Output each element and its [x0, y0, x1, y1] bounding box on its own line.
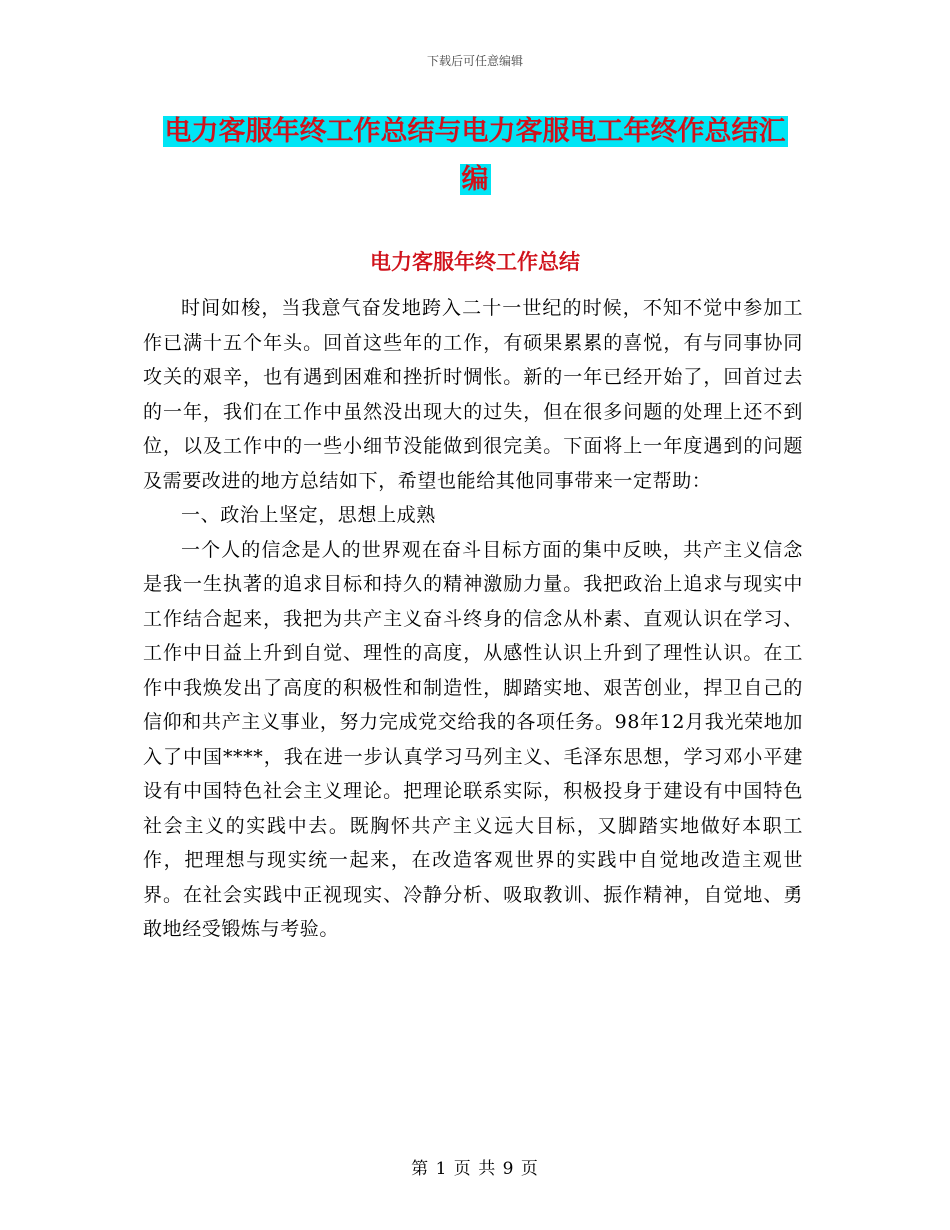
body-text [143, 291, 803, 947]
header-note: 下载后可任意编辑 [426, 54, 523, 68]
document-title [140, 108, 810, 204]
paragraph-intro: 时间如梭，当我意气奋发地跨入二十一世纪的时候，不知不觉中参加工作已满十五个年头。回首这些年的工作，有硕果累累的喜悦，有与同事协同攻关的艰辛，也有遇到困难和挫折时惆怅。新的一年已经开始了，回首过去的一年，我们在工作中虽然没出现大的过失，但在很多问题的处理上还不到位，以及工作中的一些小细节没能做到很完美。下面将上一年度遇到的问题及需要改进的地方总结如下，希望也能给其他同事带来一定帮助： [143, 297, 803, 492]
section-title: 电力客服年终工作总结 [370, 250, 580, 274]
paragraph-heading: 一、政治上坚定，思想上成熟 [181, 504, 436, 526]
document-title-line-2: 编 [461, 164, 489, 195]
page-number-footer: 第 1 页 共 9 页 [411, 1159, 539, 1179]
document-title-line-1: 电力客服年终工作总结与电力客服电工年终作总结汇 [164, 116, 786, 147]
paragraph-body: 一个人的信念是人的世界观在奋斗目标方面的集中反映，共产主义信念是我一生执著的追求目标和持久的精神激励力量。我把政治上追求与现实中工作结合起来，我把为共产主义奋斗终身的信念从朴素、直观认识在学习、工作中日益上升到自觉、理性的高度，从感性认识上升到了理性认识。在工作中我焕发出了高度的积极性和制造性，脚踏实地、艰苦创业，捍卫自己的信仰和共产主义事业，努力完成党交给我的各项任务。98年12月我光荣地加入了中国****，我在进一步认真学习马列主义、毛泽东思想，学习邓小平建设有中国特色社会主义理论。把理论联系实际，积极投身于建设有中国特色社会主义的实践中去。既胸怀共产主义远大目标，又脚踏实地做好本职工作，把理想与现实统一起来，在改造客观世界的实践中自觉地改造主观世界。在社会实践中正视现实、冷静分析、吸取教训、振作精神，自觉地、勇敢地经受锻炼与考验。 [143, 538, 803, 940]
